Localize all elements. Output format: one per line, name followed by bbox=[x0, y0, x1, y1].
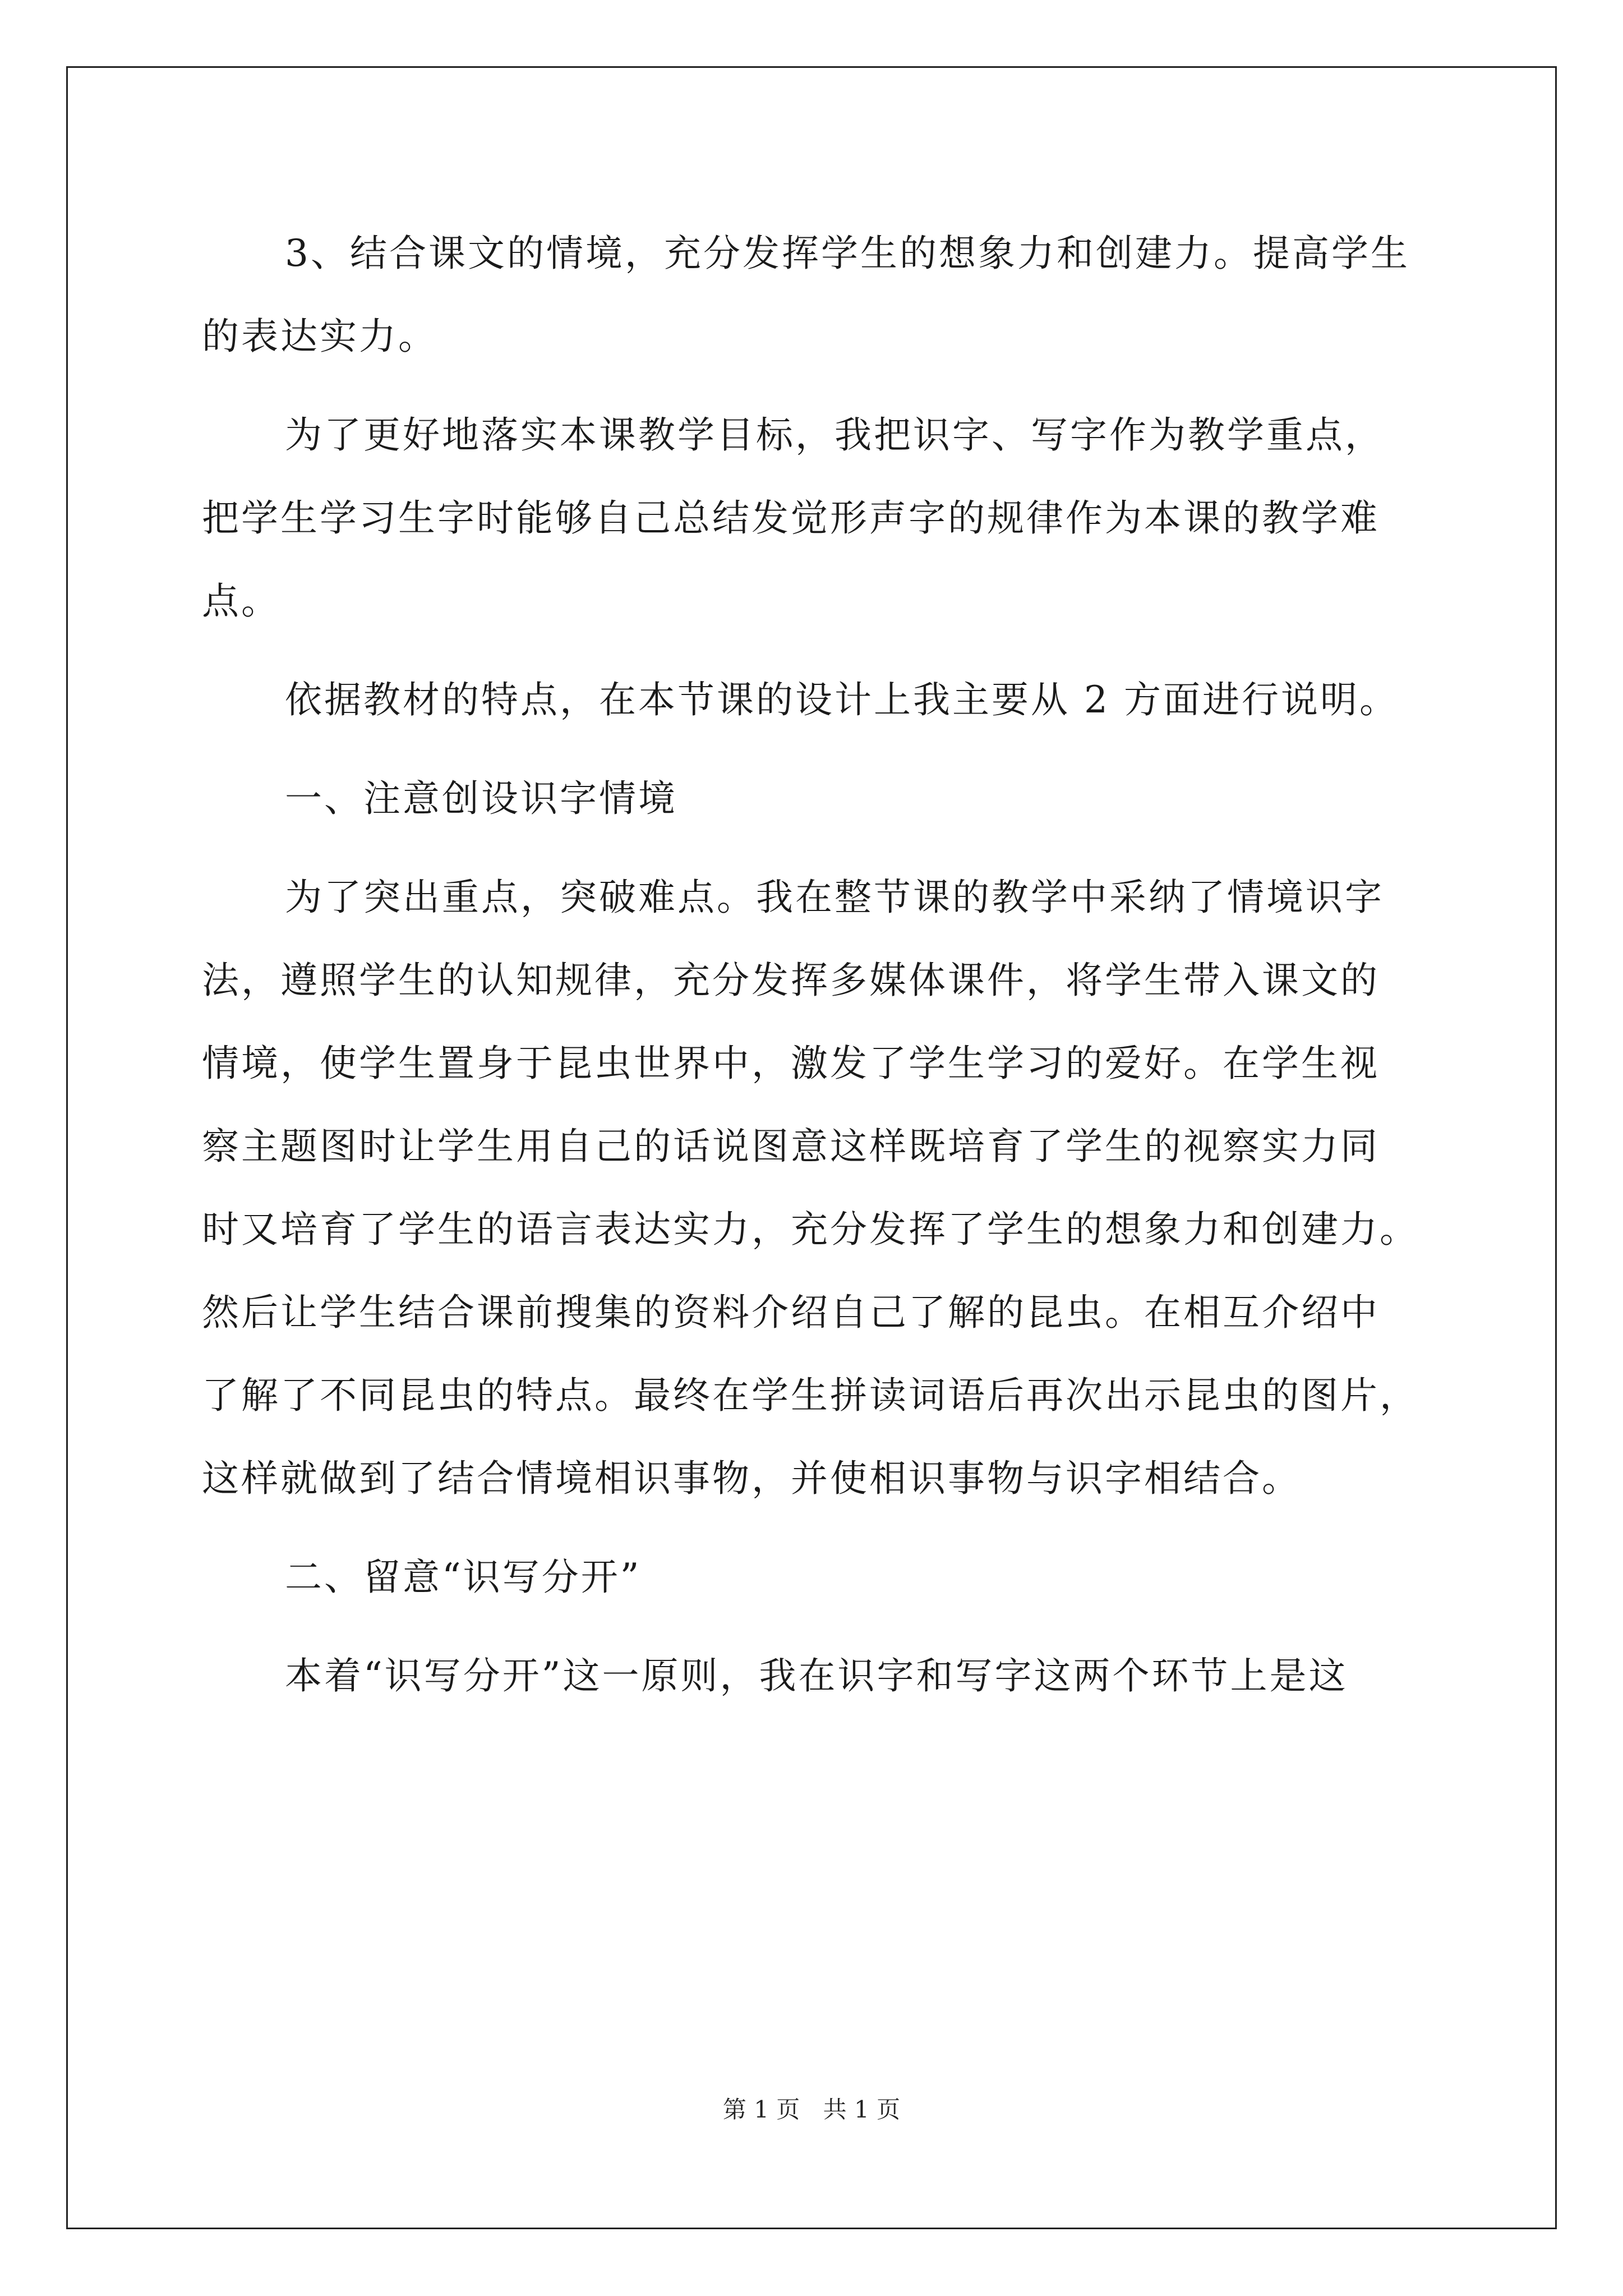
paragraph-line: 法，遵照学生的认知规律，充分发挥多媒体课件，将学生带入课文的 bbox=[202, 959, 1380, 1002]
page-total: 共 1 页 bbox=[823, 2096, 901, 2123]
paragraph-line: 为了更好地落实本课教学目标，我把识字、写字作为教学重点， bbox=[285, 413, 1384, 457]
paragraph-line: 依据教材的特点，在本节课的设计上我主要从 2 方面进行说明。 bbox=[285, 678, 1399, 721]
paragraph-line: 本着“识写分开”这一原则，我在识字和写字这两个环节上是这 bbox=[285, 1654, 1348, 1697]
section-heading: 一、注意创设识字情境 bbox=[285, 777, 677, 820]
paragraph-line: 时又培育了学生的语言表达实力，充分发挥了学生的想象力和创建力。 bbox=[202, 1208, 1419, 1251]
section-heading: 二、留意“识写分开” bbox=[285, 1556, 642, 1599]
paragraph-line: 察主题图时让学生用自己的话说图意这样既培育了学生的视察实力同 bbox=[202, 1125, 1380, 1168]
page-footer bbox=[0, 2091, 1623, 2125]
page-number: 第 1 页 bbox=[722, 2096, 800, 2123]
paragraph-line: 这样就做到了结合情境相识事物，并使相识事物与识字相结合。 bbox=[202, 1457, 1301, 1500]
paragraph-line: 了解了不同昆虫的特点。最终在学生拼读词语后再次出示昆虫的图片， bbox=[202, 1374, 1419, 1417]
paragraph-line: 的表达实力。 bbox=[202, 315, 437, 358]
paragraph-line: 情境，使学生置身于昆虫世界中，激发了学生学习的爱好。在学生视 bbox=[202, 1042, 1380, 1085]
paragraph-line: 然后让学生结合课前搜集的资料介绍自己了解的昆虫。在相互介绍中 bbox=[202, 1291, 1380, 1334]
paragraph-line: 把学生学习生字时能够自己总结发觉形声字的规律作为本课的教学难 bbox=[202, 496, 1380, 540]
paragraph-line: 点。 bbox=[202, 579, 280, 623]
paragraph-line: 为了突出重点，突破难点。我在整节课的教学中采纳了情境识字 bbox=[285, 876, 1384, 919]
paragraph-line: 3、结合课文的情境，充分发挥学生的想象力和创建力。提高学生 bbox=[285, 232, 1410, 275]
